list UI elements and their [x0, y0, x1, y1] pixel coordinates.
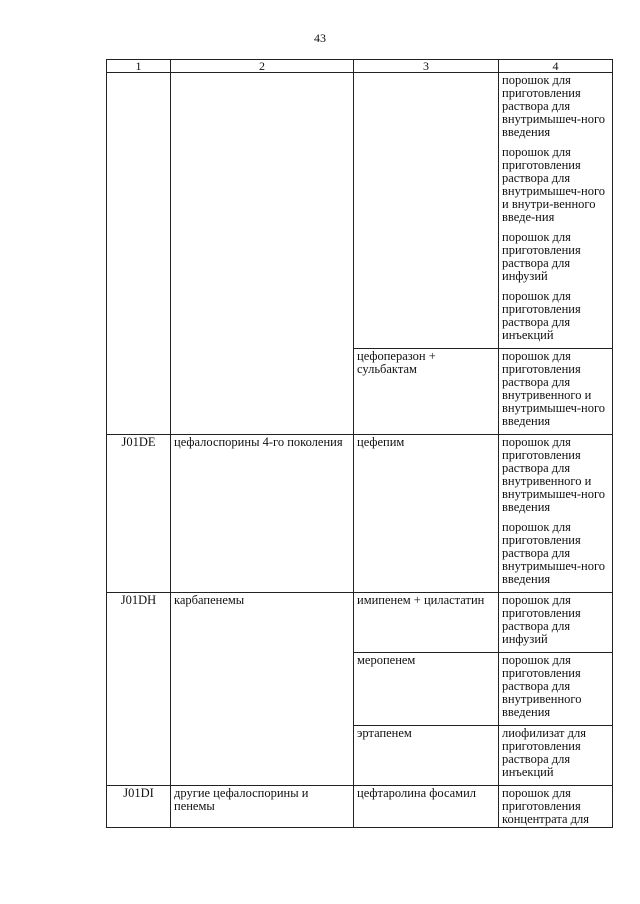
header-col-3: 3 — [354, 60, 499, 73]
header-col-4: 4 — [499, 60, 613, 73]
dosage-form: порошок для приготовления раствора для внутримышеч-ного и внутри-венного введе-ния — [502, 145, 606, 224]
form-cell — [499, 73, 613, 349]
page-number: 43 — [314, 31, 326, 45]
dosage-form: порошок для приготовления раствора для внутримышеч-ного введения — [502, 520, 606, 586]
table-row — [107, 435, 613, 593]
code-cell — [107, 73, 171, 435]
header-col-1: 1 — [107, 60, 171, 73]
dosage-form: порошок для приготовления раствора для внутримышеч-ного введения — [502, 73, 606, 139]
table-row — [107, 786, 613, 828]
table-row — [107, 593, 613, 653]
dosage-form: порошок для приготовления раствора для внутривенного и внутримышеч-ного введения — [502, 349, 606, 428]
dosage-form: порошок для приготовления раствора для инфузий — [502, 230, 581, 283]
group-cell: другие цефалоспорины и пенемы — [171, 786, 354, 828]
drug-cell: имипенем + циластатин — [354, 593, 499, 653]
form-cell — [499, 653, 613, 726]
drug-cell: цефоперазон + сульбактам — [354, 349, 499, 435]
form-cell — [499, 593, 613, 653]
drug-cell: цефепим — [354, 435, 499, 593]
drug-cell: эртапенем — [354, 726, 499, 786]
form-cell — [499, 726, 613, 786]
form-cell — [499, 786, 613, 828]
group-cell — [171, 73, 354, 435]
table-row — [107, 73, 613, 349]
atc-code-cell: J01DI — [107, 786, 171, 828]
atc-code-cell: J01DE — [107, 435, 171, 593]
dosage-form: лиофилизат для приготовления раствора для инъекций — [502, 726, 586, 779]
form-cell — [499, 435, 613, 593]
group-cell: цефалоспорины 4-го поколения — [171, 435, 354, 593]
dosage-form: порошок для приготовления раствора для внутривенного введения — [502, 653, 582, 719]
form-cell — [499, 349, 613, 435]
drug-cell: меропенем — [354, 653, 499, 726]
drug-cell — [354, 73, 499, 349]
group-cell: карбапенемы — [171, 593, 354, 786]
dosage-form: порошок для приготовления раствора для внутривенного и внутримышеч-ного введения — [502, 435, 606, 514]
drug-cell: цефтаролина фосамил — [354, 786, 499, 828]
atc-code-cell: J01DH — [107, 593, 171, 786]
table-header-row — [107, 60, 613, 73]
drug-table — [106, 59, 613, 828]
header-col-2: 2 — [171, 60, 354, 73]
dosage-form: порошок для приготовления раствора для инъекций — [502, 289, 581, 342]
dosage-form: порошок для приготовления раствора для инфузий — [502, 593, 581, 646]
dosage-form: порошок для приготовления концентрата для — [502, 786, 590, 826]
